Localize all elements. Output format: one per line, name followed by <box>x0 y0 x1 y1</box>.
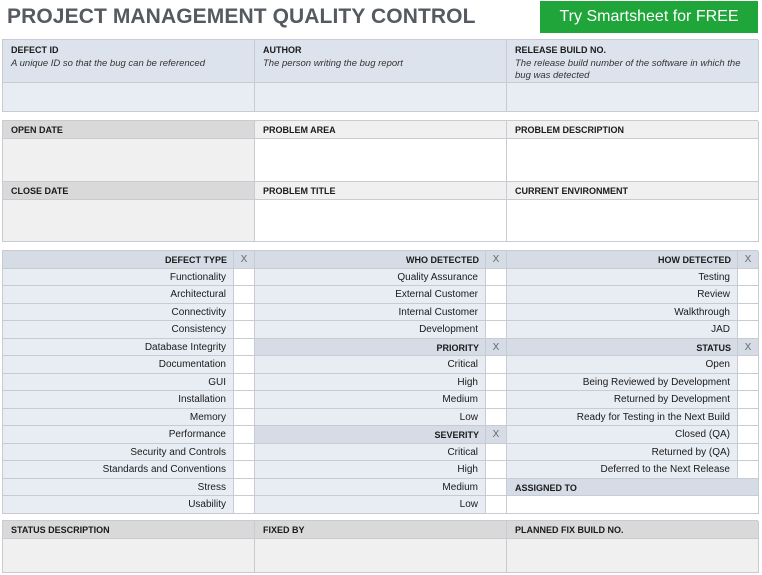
checkbox-cell[interactable] <box>738 286 759 304</box>
list-item: Stress <box>3 479 234 497</box>
list-item: High <box>255 461 486 479</box>
release-build-header <box>507 40 759 83</box>
defect-type-x: X <box>234 251 255 269</box>
open-date-label: OPEN DATE <box>3 121 255 139</box>
checkbox-cell[interactable] <box>234 374 255 392</box>
defect-type-header: DEFECT TYPE <box>3 251 234 269</box>
list-item: Documentation <box>3 356 234 374</box>
checkbox-cell[interactable] <box>738 304 759 322</box>
checkbox-cell[interactable] <box>234 321 255 339</box>
author-label: AUTHOR <box>263 45 302 55</box>
problem-area-label: PROBLEM AREA <box>255 121 507 139</box>
checkbox-cell[interactable] <box>486 286 507 304</box>
checkbox-cell[interactable] <box>234 391 255 409</box>
checklist-section <box>2 250 758 514</box>
checkbox-cell[interactable] <box>738 461 759 479</box>
problem-description-label: PROBLEM DESCRIPTION <box>507 121 759 139</box>
list-item: Consistency <box>3 321 234 339</box>
list-item: Critical <box>255 356 486 374</box>
list-item: Security and Controls <box>3 444 234 462</box>
priority-x: X <box>486 339 507 357</box>
checkbox-cell[interactable] <box>738 269 759 287</box>
defect-id-field[interactable] <box>3 83 255 112</box>
checkbox-cell[interactable] <box>486 479 507 497</box>
who-detected-x: X <box>486 251 507 269</box>
checkbox-cell[interactable] <box>234 339 255 357</box>
how-detected-header: HOW DETECTED <box>507 251 738 269</box>
list-item: Standards and Conventions <box>3 461 234 479</box>
checkbox-cell[interactable] <box>486 496 507 514</box>
problem-title-field[interactable] <box>255 200 507 242</box>
checkbox-cell[interactable] <box>234 444 255 462</box>
checkbox-cell[interactable] <box>486 374 507 392</box>
fixed-by-field[interactable] <box>255 539 507 573</box>
open-date-field[interactable] <box>3 139 255 182</box>
checkbox-cell[interactable] <box>486 304 507 322</box>
current-environment-field[interactable] <box>507 200 759 242</box>
problem-area-field[interactable] <box>255 139 507 182</box>
author-hint: The person writing the bug report <box>263 58 403 69</box>
list-item: Deferred to the Next Release <box>507 461 738 479</box>
list-item: Medium <box>255 391 486 409</box>
release-build-hint: The release build number of the software in which the bug was detected <box>515 58 741 81</box>
list-item: Internal Customer <box>255 304 486 322</box>
close-date-field[interactable] <box>3 200 255 242</box>
list-item: Low <box>255 496 486 514</box>
checkbox-cell[interactable] <box>486 409 507 427</box>
checkbox-cell[interactable] <box>738 426 759 444</box>
checkbox-cell[interactable] <box>234 304 255 322</box>
assigned-to-field[interactable] <box>507 496 759 514</box>
list-item: External Customer <box>255 286 486 304</box>
who-detected-header: WHO DETECTED <box>255 251 486 269</box>
checkbox-cell[interactable] <box>738 374 759 392</box>
resolution-section <box>2 520 758 573</box>
checkbox-cell[interactable] <box>234 461 255 479</box>
checkbox-cell[interactable] <box>234 269 255 287</box>
status-description-label: STATUS DESCRIPTION <box>3 521 255 539</box>
checkbox-cell[interactable] <box>486 356 507 374</box>
how-detected-x: X <box>738 251 759 269</box>
list-item: Testing <box>507 269 738 287</box>
status-x: X <box>738 339 759 357</box>
list-item: Connectivity <box>3 304 234 322</box>
list-item: Memory <box>3 409 234 427</box>
problem-description-field[interactable] <box>507 139 759 182</box>
status-description-field[interactable] <box>3 539 255 573</box>
list-item: Functionality <box>3 269 234 287</box>
checkbox-cell[interactable] <box>234 496 255 514</box>
checkbox-cell[interactable] <box>738 321 759 339</box>
defect-id-hint: A unique ID so that the bug can be referenced <box>11 58 206 69</box>
list-item: Returned by Development <box>507 391 738 409</box>
release-build-label: RELEASE BUILD NO. <box>515 45 607 55</box>
checkbox-cell[interactable] <box>234 409 255 427</box>
list-item: Closed (QA) <box>507 426 738 444</box>
fixed-by-label: FIXED BY <box>255 521 507 539</box>
close-date-label: CLOSE DATE <box>3 182 255 200</box>
severity-header: SEVERITY <box>255 426 486 444</box>
list-item: Performance <box>3 426 234 444</box>
checkbox-cell[interactable] <box>234 286 255 304</box>
assigned-to-label: ASSIGNED TO <box>507 479 759 497</box>
list-item: Architectural <box>3 286 234 304</box>
author-field[interactable] <box>255 83 507 112</box>
checkbox-cell[interactable] <box>738 391 759 409</box>
checkbox-cell[interactable] <box>234 356 255 374</box>
checkbox-cell[interactable] <box>234 426 255 444</box>
list-item: Low <box>255 409 486 427</box>
list-item: Review <box>507 286 738 304</box>
list-item: Quality Assurance <box>255 269 486 287</box>
list-item: Being Reviewed by Development <box>507 374 738 392</box>
planned-fix-build-field[interactable] <box>507 539 759 573</box>
defect-info-section <box>2 39 758 112</box>
problem-section <box>2 120 758 242</box>
severity-x: X <box>486 426 507 444</box>
checkbox-cell[interactable] <box>486 444 507 462</box>
list-item: Medium <box>255 479 486 497</box>
defect-id-header <box>3 40 255 83</box>
problem-title-label: PROBLEM TITLE <box>255 182 507 200</box>
list-item: Open <box>507 356 738 374</box>
try-smartsheet-button[interactable]: Try Smartsheet for FREE <box>540 1 758 33</box>
list-item: Installation <box>3 391 234 409</box>
list-item: Development <box>255 321 486 339</box>
list-item: GUI <box>3 374 234 392</box>
list-item: High <box>255 374 486 392</box>
priority-header: PRIORITY <box>255 339 486 357</box>
page-title: PROJECT MANAGEMENT QUALITY CONTROL <box>7 5 476 28</box>
list-item: Ready for Testing in the Next Build <box>507 409 738 427</box>
checkbox-cell[interactable] <box>738 409 759 427</box>
status-header: STATUS <box>507 339 738 357</box>
checkbox-cell[interactable] <box>486 269 507 287</box>
checkbox-cell[interactable] <box>738 356 759 374</box>
list-item: JAD <box>507 321 738 339</box>
checkbox-cell[interactable] <box>486 461 507 479</box>
checkbox-cell[interactable] <box>234 479 255 497</box>
list-item: Database Integrity <box>3 339 234 357</box>
list-item: Returned by (QA) <box>507 444 738 462</box>
author-header <box>255 40 507 83</box>
release-build-field[interactable] <box>507 83 759 112</box>
checkbox-cell[interactable] <box>486 321 507 339</box>
list-item: Usability <box>3 496 234 514</box>
defect-id-label: DEFECT ID <box>11 45 59 55</box>
planned-fix-build-label: PLANNED FIX BUILD NO. <box>507 521 759 539</box>
checkbox-cell[interactable] <box>486 391 507 409</box>
current-environment-label: CURRENT ENVIRONMENT <box>507 182 759 200</box>
list-item: Critical <box>255 444 486 462</box>
list-item: Walkthrough <box>507 304 738 322</box>
checkbox-cell[interactable] <box>738 444 759 462</box>
